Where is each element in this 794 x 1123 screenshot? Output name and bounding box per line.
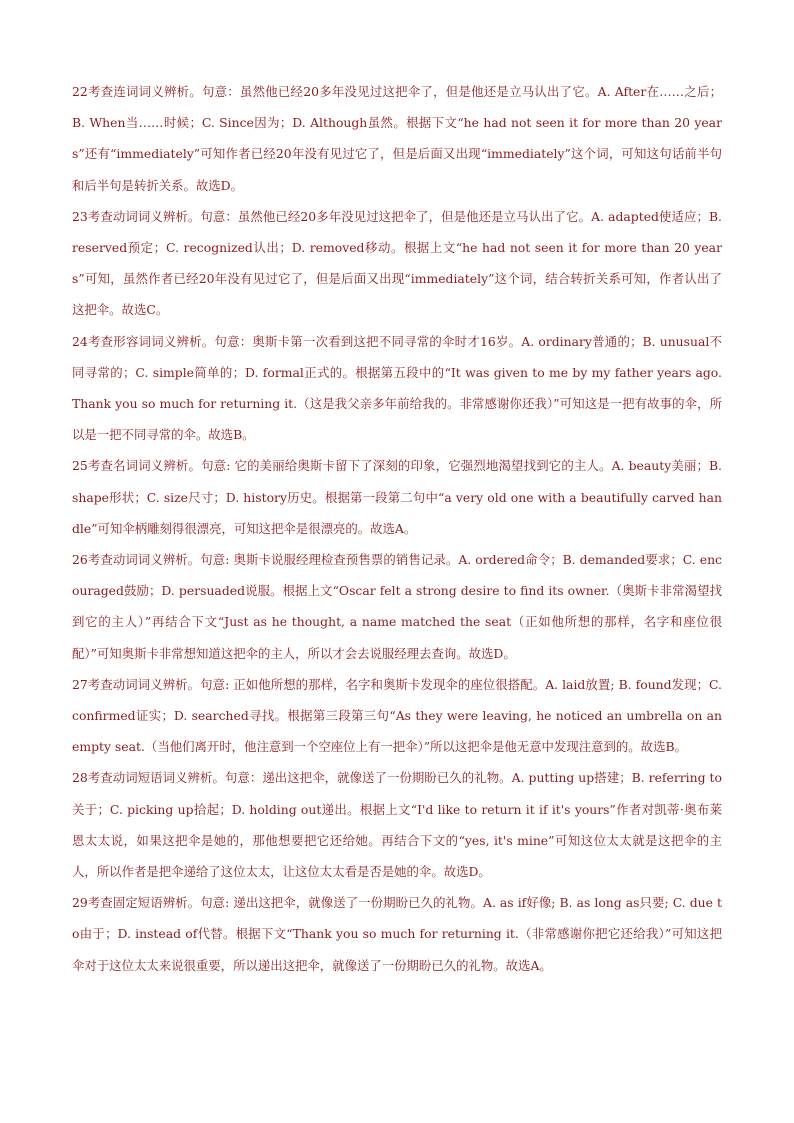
answer-paragraph-26: 26考查动词词义辨析。句意: 奥斯卡说服经理检查预售票的销售记录。A. ordered命令；B. demanded要求；C. encouraged鼓励；D. persuaded说服。根据上文“Oscar felt a strong desire to find its owner.（奥斯卡非常渴望找到它的主人）”再结合下文“Just as he thought, a name matched the seat（正如他所想的那样，名字和座位很配）”可知奥斯卡非常想知道这把伞的主人，所以才会去说服经理去查询。故选D。 [72,552,722,661]
answer-paragraph-22: 22考查连词词义辨析。句意：虽然他已经20多年没见过这把伞了，但是他还是立马认出了它。A. After在……之后；B. When当……时候；C. Since因为；D. Although虽然。根据下文“he had not seen it for more than 20 years”还有“immediately”可知作者已经20年没有见过它了，但是后面又出现“immediately”这个词，可知这句话前半句和后半句是转折关系。故选D。 [72,84,722,193]
document-body [72,76,722,981]
answer-paragraph-24: 24考查形容词词义辨析。句意：奥斯卡第一次看到这把不同寻常的伞时才16岁。A. ordinary普通的；B. unusual不同寻常的；C. simple简单的；D. formal正式的。根据第五段中的“It was given to me by my father years ago. Thank you so much for returning it.（这是我父亲多年前给我的。非常感谢你还我）”可知这是一把有故事的伞，所以是一把不同寻常的伞。故选B。 [72,333,722,443]
answer-paragraph-29: 29考查固定短语辨析。句意: 递出这把伞，就像送了一份期盼已久的礼物。A. as if好像; B. as long as只要; C. due to由于；D. instead of代替。根据下文“Thank you so much for returning it.（非常感谢你把它还给我）”可知这把伞对于这位太太来说很重要，所以递出这把伞，就像送了一份期盼已久的礼物。故选A。 [72,895,722,973]
answer-paragraph-27: 27考查动词词义辨析。句意: 正如他所想的那样，名字和奥斯卡发现伞的座位很搭配。A. laid放置; B. found发现；C. confirmed证实；D. searched寻找。根据第三段第三句“As they were leaving, he noticed an umbrella on an empty seat.（当他们离开时，他注意到一个空座位上有一把伞）”所以这把伞是他无意中发现注意到的。故选B。 [72,676,722,755]
answer-paragraph-25: 25考查名词词义辨析。句意: 它的美丽给奥斯卡留下了深刻的印象，它强烈地渴望找到它的主人。A. beauty美丽；B. shape形状；C. size尺寸；D. history历史。根据第一段第二句中“a very old one with a beautifully carved handle”可知伞柄雕刻得很漂亮，可知这把伞是很漂亮的。故选A。 [72,458,722,536]
answer-paragraph-23: 23考查动词词义辨析。句意：虽然他已经20多年没见过这把伞了，但是他还是立马认出了它。A. adapted使适应；B. reserved预定；C. recognized认出；D. removed移动。根据上文“he had not seen it for more than 20 years”可知，虽然作者已经20年没有见过它了，但是后面又出现“immediately”这个词，结合转折关系可知，作者认出了这把伞。故选C。 [72,208,722,318]
answer-paragraph-28: 28考查动词短语词义辨析。句意：递出这把伞，就像送了一份期盼已久的礼物。A. putting up搭建；B. referring to关于；C. picking up拾起；D. holding out递出。根据上文“I'd like to return it if it's yours”作者对凯蒂·奥布莱恩太太说，如果这把伞是她的，那他想要把它还给她。再结合下文的“yes, it's mine”可知这位太太就是这把伞的主人，所以作者是把伞递给了这位太太，让这位太太看是否是她的伞。故选D。 [72,770,722,880]
